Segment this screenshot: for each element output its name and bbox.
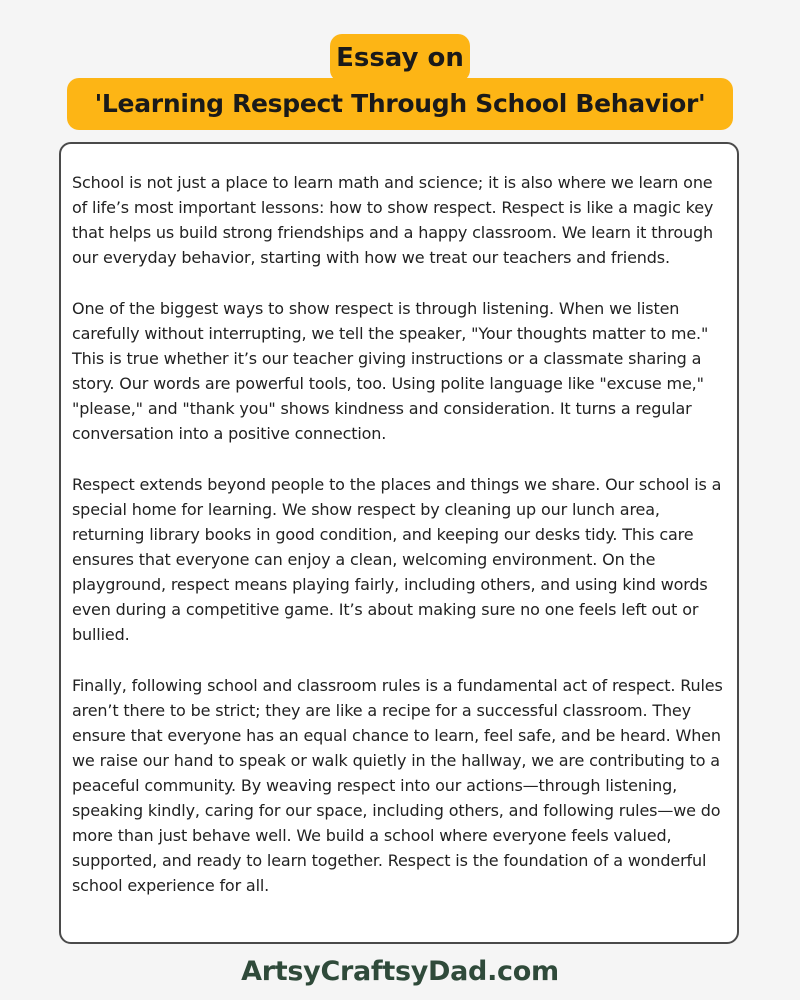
footer-site-name: ArtsyCraftsyDad.com <box>241 956 559 987</box>
title-line-2: 'Learning Respect Through School Behavior' <box>67 78 733 130</box>
essay-paragraph-1: School is not just a place to learn math and science; it is also where we learn one of life’s most important lessons: how to show respect. Respect is like a magic key that helps us build strong friendships and a happy classroom. We learn it through our everyday behavior, starting with how we treat our teachers and friends. <box>72 173 714 267</box>
title-banner <box>0 0 800 140</box>
essay-box <box>59 142 739 944</box>
essay-paragraph-3: Respect extends beyond people to the places and things we share. Our school is a special home for learning. We show respect by cleaning up our lunch area, returning library books in good condition, and keeping our desks tidy. This care ensures that everyone can enjoy a clean, welcoming environment. On the playground, respect means playing fairly, including others, and using kind words even during a competitive game. It’s about making sure no one feels left out or bullied. <box>72 475 722 644</box>
title-line-1: Essay on <box>330 34 470 82</box>
essay-paragraph-4: Finally, following school and classroom rules is a fundamental act of respect. Rules aren’t there to be strict; they are like a recipe for a successful classroom. They ensure that everyone has an equal chance to learn, feel safe, and be heard. When we raise our hand to speak or walk quietly in the hallway, we are contributing to a peaceful community. By weaving respect into our actions—through listening, speaking kindly, caring for our space, including others, and following rules—we do more than just behave well. We build a school where everyone feels valued, supported, and ready to learn together. Respect is the foundation of a wonderful school experience for all. <box>72 676 723 895</box>
essay-paragraph-2: One of the biggest ways to show respect is through listening. When we listen carefully without interrupting, we tell the speaker, "Your thoughts matter to me." This is true whether it’s our teacher giving instructions or a classmate sharing a story. Our words are powerful tools, too. Using polite language like "excuse me," "please," and "thank you" shows kindness and consideration. It turns a regular conversation into a positive connection. <box>72 299 709 443</box>
